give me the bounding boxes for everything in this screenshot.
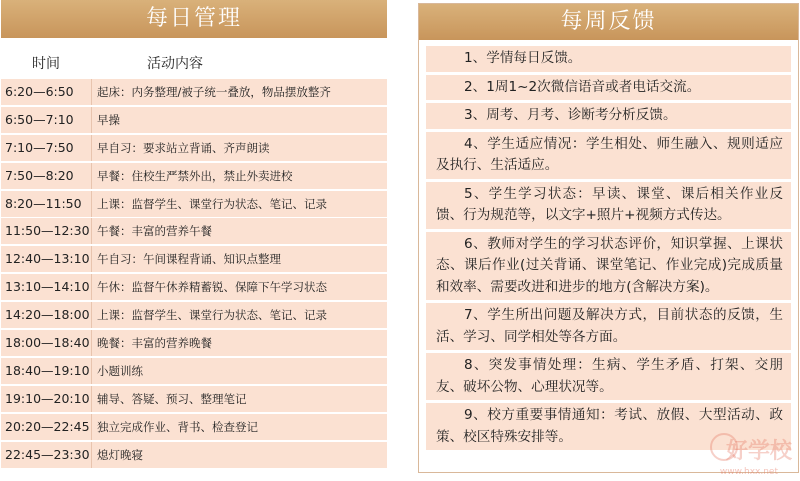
- row-activity: 午自习：午间课程背诵、知识点整理: [97, 252, 281, 267]
- row-time: 19:10—20:10: [1, 386, 92, 412]
- schedule-rows: [1, 79, 387, 469]
- table-row: [1, 163, 387, 189]
- feedback-item: 1、学情每日反馈。: [426, 46, 791, 72]
- feedback-item: 2、1周1~2次微信语音或者电话交流。: [426, 75, 791, 101]
- table-row: [1, 274, 387, 300]
- weekly-feedback-panel: [418, 3, 799, 473]
- row-time: 8:20—11:50: [1, 191, 92, 217]
- row-time: 11:50—12:30: [1, 218, 92, 244]
- row-activity: 早自习：要求站立背诵、齐声朗读: [97, 140, 270, 155]
- row-activity: 午休：监督午休养精蓄锐、保障下午学习状态: [97, 280, 327, 295]
- table-row: [1, 191, 387, 217]
- daily-management-panel: [1, 0, 387, 470]
- feedback-item: 4、学生适应情况：学生相处、师生融入、规则适应及执行、生活适应。: [426, 132, 791, 179]
- feedback-item: 8、突发事情处理：生病、学生矛盾、打架、交朋友、破坏公物、心理状况等。: [426, 353, 791, 400]
- table-row: [1, 135, 387, 161]
- activity-header: 活动内容: [147, 56, 203, 72]
- row-time: 6:20—6:50: [1, 79, 92, 105]
- row-activity: 早操: [97, 112, 120, 127]
- time-header: 时间: [32, 56, 60, 72]
- row-activity: 上课：监督学生、课堂行为状态、笔记、记录: [97, 196, 327, 211]
- row-time: 13:10—14:10: [1, 274, 92, 300]
- row-time: 7:50—8:20: [1, 163, 92, 189]
- table-row: [1, 358, 387, 384]
- row-activity: 小题训练: [97, 363, 143, 378]
- table-row: [1, 414, 387, 440]
- row-time: 22:45—23:30: [1, 442, 92, 468]
- table-row: [1, 218, 387, 244]
- row-time: 14:20—18:00: [1, 302, 92, 328]
- feedback-item: 5、学生学习状态：早读、课堂、课后相关作业反馈、行为规范等，以文字+照片+视频方式传达。: [426, 182, 791, 229]
- table-row: [1, 246, 387, 272]
- table-row: [1, 79, 387, 105]
- row-activity: 独立完成作业、背书、检查登记: [97, 419, 258, 434]
- row-time: 18:00—18:40: [1, 330, 92, 356]
- schedule-header: [1, 49, 387, 79]
- row-activity: 早餐：住校生严禁外出，禁止外卖进校: [97, 168, 293, 183]
- row-time: 18:40—19:10: [1, 358, 92, 384]
- row-time: 12:40—13:10: [1, 246, 92, 272]
- feedback-item: 7、学生所出问题及解决方式，目前状态的反馈，生活、学习、同学相处等各方面。: [426, 303, 791, 350]
- feedback-item: 9、校方重要事情通知：考试、放假、大型活动、政策、校区特殊安排等。: [426, 403, 791, 450]
- weekly-title: 每周反馈: [419, 4, 798, 40]
- row-activity: 辅导、答疑、预习、整理笔记: [97, 391, 247, 406]
- feedback-list: [419, 40, 798, 450]
- row-activity: 午餐：丰富的营养午餐: [97, 224, 212, 239]
- row-activity: 晚餐：丰富的营养晚餐: [97, 336, 212, 351]
- row-activity: 熄灯晚寝: [97, 447, 143, 462]
- feedback-item: 6、教师对学生的学习状态评价，知识掌握、上课状态、课后作业(过关背诵、课堂笔记、作业完成)完成质量和效率、需要改进和进步的地方(含解决方案)。: [426, 232, 791, 301]
- table-row: [1, 442, 387, 468]
- daily-title: 每日管理: [1, 0, 387, 38]
- watermark-brand: 好学校: [725, 439, 792, 464]
- row-time: 20:20—22:45: [1, 414, 92, 440]
- row-activity: 起床：内务整理/被子统一叠放，物品摆放整齐: [97, 85, 331, 99]
- row-time: 7:10—7:50: [1, 135, 92, 161]
- table-row: [1, 302, 387, 328]
- row-activity: 上课：监督学生、课堂行为状态、笔记、记录: [97, 308, 327, 323]
- table-row: [1, 330, 387, 356]
- feedback-item: 3、周考、月考、诊断考分析反馈。: [426, 103, 791, 129]
- watermark-url: www.hxx.net: [719, 467, 778, 477]
- row-time: 6:50—7:10: [1, 107, 92, 133]
- table-row: [1, 386, 387, 412]
- table-row: [1, 107, 387, 133]
